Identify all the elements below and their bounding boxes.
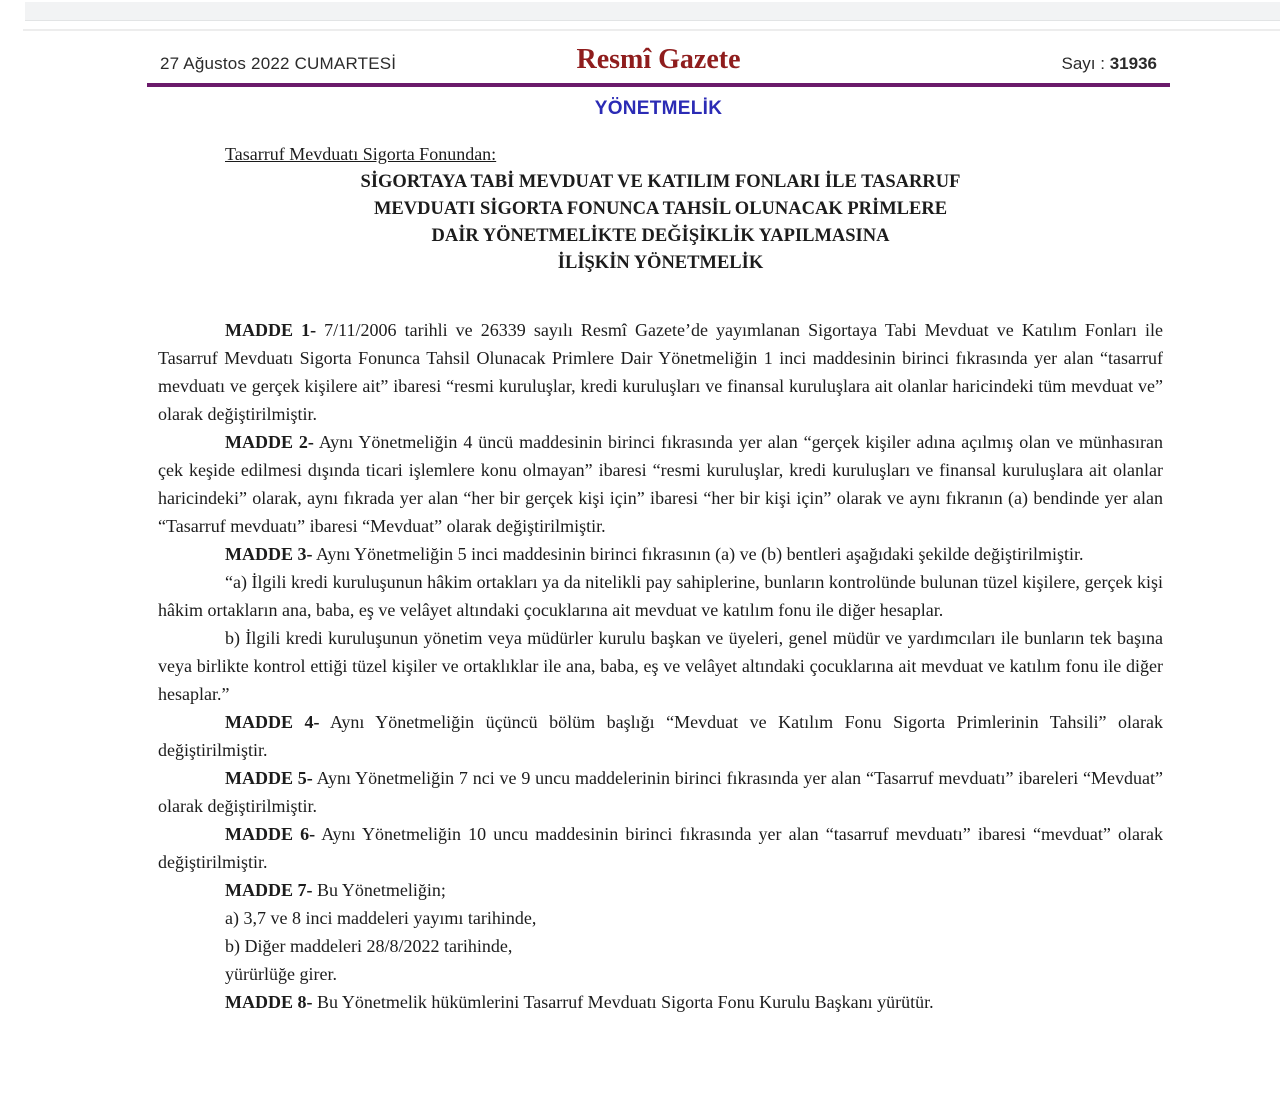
article-text: b) İlgili kredi kuruluşunun yönetim veya müdürler kurulu başkan ve üyeleri, genel müdür ve yardımcıları ile bunların tek başına veya birlikte kontrol ettiği tüzel kişiler ve ortaklıklar ile ana, baba, eş ve velâyet altındaki çocuklarına ait mevduat ve katılım fonu ile diğer hesaplar.”: [158, 628, 1163, 704]
article-paragraph: [158, 568, 1163, 624]
regulation-title-line: DAİR YÖNETMELİKTE DEĞİŞİKLİK YAPILMASINA: [431, 226, 890, 246]
article-text: a) 3,7 ve 8 inci maddeleri yayımı tarihinde,: [225, 908, 537, 928]
article-text: Bu Yönetmeliğin;: [312, 880, 446, 900]
article-text: yürürlüğe girer.: [225, 964, 337, 984]
article-paragraph: [158, 624, 1163, 708]
article-text: “a) İlgili kredi kuruluşunun hâkim ortakları ya da nitelikli pay sahiplerine, bunların kontrolünde bulunan tüzel kişilere, gerçek kişi hâkim ortakların ana, baba, eş ve velâyet altındaki çocuklarına ait mevduat ve katılım fonu ile diğer hesaplar.: [158, 572, 1163, 620]
article-number: MADDE 7-: [225, 880, 313, 900]
article-number: MADDE 6-: [225, 824, 316, 844]
article-paragraph: [158, 932, 1163, 960]
regulation-title-line: İLİŞKİN YÖNETMELİK: [557, 253, 764, 273]
article-text: Bu Yönetmelik hükümlerini Tasarruf Mevduatı Sigorta Fonu Kurulu Başkanı yürütür.: [312, 992, 934, 1012]
article-number: MADDE 2-: [225, 432, 314, 452]
article-paragraph: [158, 316, 1163, 428]
article-number: MADDE 5-: [225, 768, 313, 788]
article-paragraph: [158, 764, 1163, 820]
article-paragraph: [158, 428, 1163, 540]
article-number: MADDE 1-: [225, 320, 317, 340]
article-text: b) Diğer maddeleri 28/8/2022 tarihinde,: [225, 936, 513, 956]
article-number: MADDE 4-: [225, 712, 320, 732]
regulation-body: [147, 140, 1170, 1016]
article-text: Aynı Yönetmeliğin 5 inci maddesinin birinci fıkrasının (a) ve (b) bentleri aşağıdaki şekilde değiştirilmiştir.: [312, 544, 1084, 564]
article-paragraph: [158, 820, 1163, 876]
article-paragraph: [158, 988, 1163, 1016]
article-paragraph: [158, 904, 1163, 932]
issue-info: [1062, 54, 1157, 74]
regulation-title: [158, 169, 1163, 277]
section-heading: YÖNETMELİK: [594, 98, 723, 119]
article-text: Aynı Yönetmeliğin 4 üncü maddesinin birinci fıkrasında yer alan “gerçek kişiler adına açılmış olan ve münhasıran çek keşide edilmesi dışında ticari işlemlere konu olmayan” ibaresi “resmi kuruluşlar, kredi kuruluşları ve finansal kuruluşlara ait olanlar haricindeki” olarak, aynı fıkrada yer alan “her bir gerçek kişi için” ibaresi “her bir kişi için” olarak ve aynı fıkranın (a) bendinde yer alan “Tasarruf mevduatı” ibaresi “Mevduat” olarak değiştirilmiştir.: [158, 432, 1163, 536]
article-paragraph: [158, 540, 1163, 568]
article-number: MADDE 8-: [225, 992, 313, 1012]
article-paragraph: [158, 708, 1163, 764]
masthead-rule: [147, 83, 1170, 87]
gazette-page: [147, 44, 1170, 1016]
article-paragraph: [158, 876, 1163, 904]
issue-number: 31936: [1109, 54, 1157, 73]
gazette-title: Resmî Gazete: [576, 44, 741, 75]
article-text: Aynı Yönetmeliğin 10 uncu maddesinin birinci fıkrasında yer alan “tasarruf mevduatı” ibaresi “mevduat” olarak değiştirilmiştir.: [158, 824, 1163, 872]
article-text: 7/11/2006 tarihli ve 26339 sayılı Resmî Gazete’de yayımlanan Sigortaya Tabi Mevduat ve Katılım Fonları ile Tasarruf Mevduatı Sigorta Fonunca Tahsil Olunacak Primlere Dair Yönetmeliğin 1 inci maddesinin birinci fıkrasında yer alan “tasarruf mevduatı ve gerçek kişilere ait” ibaresi “resmi kuruluşlar, kredi kuruluşları ve finansal kuruluşlara ait olanlar haricindeki tüm mevduat ve” olarak değiştirilmiştir.: [158, 320, 1163, 424]
article-text: Aynı Yönetmeliğin 7 nci ve 9 uncu maddelerinin birinci fıkrasında yer alan “Tasarruf mevduatı” ibareleri “Mevduat” olarak değiştirilmiştir.: [158, 768, 1163, 816]
regulation-articles: [158, 316, 1163, 1016]
page-top-divider: [23, 29, 1280, 31]
article-paragraph: [158, 960, 1163, 988]
article-text: Aynı Yönetmeliğin üçüncü bölüm başlığı “Mevduat ve Katılım Fonu Sigorta Primlerinin Tahsili” olarak değiştirilmiştir.: [158, 712, 1163, 760]
article-number: MADDE 3-: [225, 544, 313, 564]
regulation-title-line: MEVDUATI SİGORTA FONUNCA TAHSİL OLUNACAK PRİMLERE: [373, 199, 948, 219]
issue-label: Sayı :: [1061, 54, 1105, 73]
issuer-line: Tasarruf Mevduatı Sigorta Fonundan:: [225, 144, 497, 164]
regulation-title-line: SİGORTAYA TABİ MEVDUAT VE KATILIM FONLARI İLE TASARRUF: [360, 172, 961, 192]
masthead: [147, 44, 1170, 80]
publication-date: 27 Ağustos 2022 CUMARTESİ: [160, 54, 397, 73]
browser-chrome-strip: [25, 2, 1280, 21]
